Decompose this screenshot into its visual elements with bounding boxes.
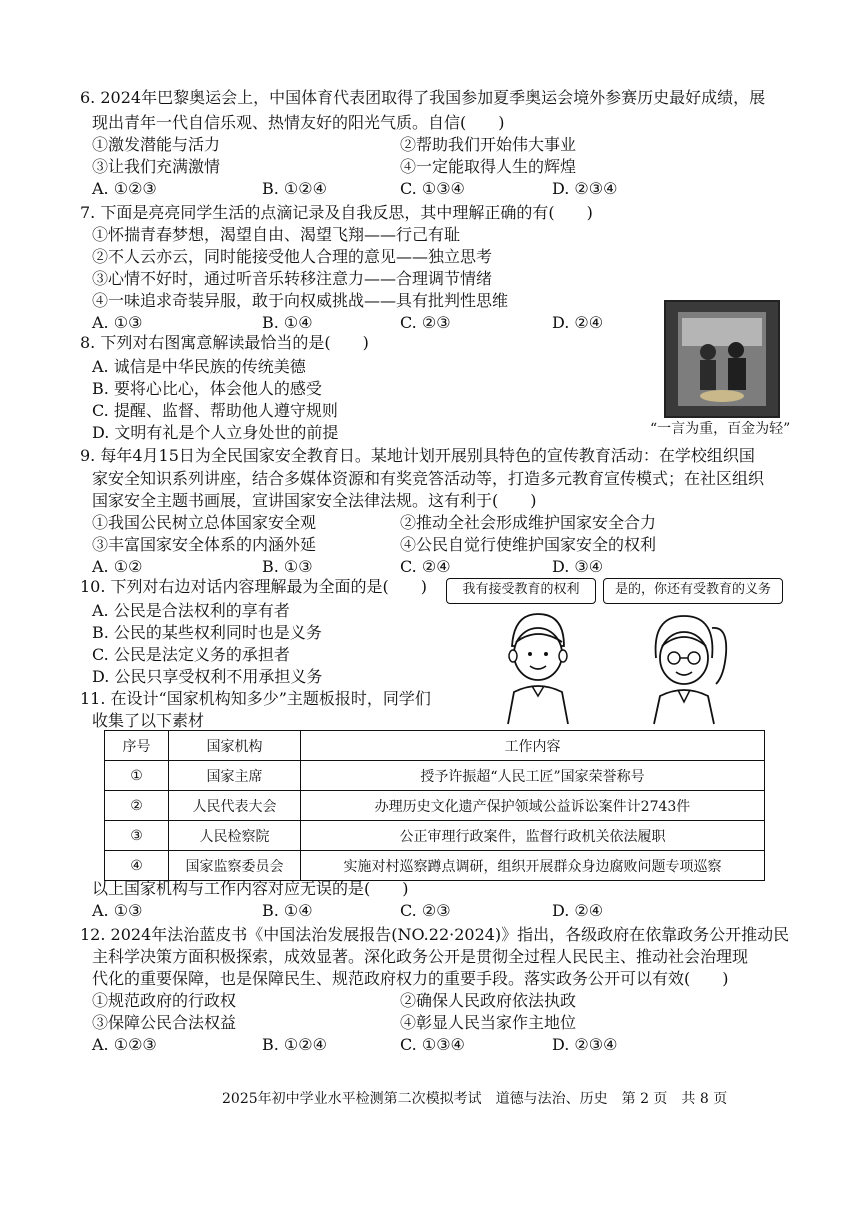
q8-option-d: D. 文明有礼是个人立身处世的前提 <box>92 423 339 442</box>
q8-illustration-caption: “一言为重，百金为轻” <box>650 421 791 437</box>
q11-option-d: D. ②④ <box>552 901 604 920</box>
q9-statement-1: ①我国公民树立总体国家安全观 <box>92 513 317 532</box>
page-footer: 2025年初中学业水平检测第二次模拟考试 道德与法治、历史 第 2 页 共 8 页 <box>222 1091 728 1107</box>
q11-stem-line2: 收集了以下素材 <box>92 711 205 730</box>
q12-statement-2: ②确保人民政府依法执政 <box>400 991 577 1010</box>
table-header-cell: 国家机构 <box>169 731 301 761</box>
q9-option-d: D. ③④ <box>552 557 604 576</box>
q7-option-a: A. ①③ <box>92 313 143 332</box>
q6-option-b: B. ①②④ <box>262 179 327 198</box>
q10-option-a: A. 公民是合法权利的享有者 <box>92 601 290 620</box>
q7-statement-3: ③心情不好时，通过听音乐转移注意力——合理调节情绪 <box>92 269 493 288</box>
girl-cartoon-icon <box>628 606 738 726</box>
table-cell: 公正审理行政案件，监督行政机关依法履职 <box>301 821 765 851</box>
table-row <box>105 851 765 881</box>
q10-stem: 10. 下列对右边对话内容理解最为全面的是( ) <box>80 577 428 596</box>
table-cell: ③ <box>105 821 169 851</box>
q7-statement-2: ②不人云亦云，同时能接受他人合理的意见——独立思考 <box>92 247 493 266</box>
q9-stem-line2: 家安全知识系列讲座，结合多媒体资源和有奖竞答活动等，打造多元教育宣传模式；在社区组织 <box>92 469 765 488</box>
q6-statement-4: ④一定能取得人生的辉煌 <box>400 157 577 176</box>
q9-stem-line3: 国家安全主题书画展，宣讲国家安全法律法规。这有利于( ) <box>92 491 537 510</box>
q11-tail: 以上国家机构与工作内容对应无误的是( ) <box>92 879 409 898</box>
q12-statement-4: ④彰显人民当家作主地位 <box>400 1013 577 1032</box>
table-header-cell: 序号 <box>105 731 169 761</box>
q6-stem-line2: 现出青年一代自信乐观、热情友好的阳光气质。自信( ) <box>92 113 505 132</box>
q9-option-c: C. ②④ <box>400 557 451 576</box>
q7-option-c: C. ②③ <box>400 313 451 332</box>
q7-option-b: B. ①④ <box>262 313 313 332</box>
table-cell: 实施对村巡察蹲点调研，组织开展群众身边腐败问题专项巡察 <box>301 851 765 881</box>
table-cell: 国家主席 <box>169 761 301 791</box>
q12-statement-1: ①规范政府的行政权 <box>92 991 237 1010</box>
q12-option-c: C. ①③④ <box>400 1035 465 1054</box>
q12-stem-line2: 主科学决策方面积极探索，成效显著。深化政务公开是贯彻全过程人民民主、推动社会治理现 <box>92 947 749 966</box>
table-row <box>105 761 765 791</box>
q8-option-a: A. 诚信是中华民族的传统美德 <box>92 357 306 376</box>
q12-option-b: B. ①②④ <box>262 1035 327 1054</box>
boy-cartoon-icon <box>486 606 586 726</box>
q10-option-c: C. 公民是法定义务的承担者 <box>92 645 290 664</box>
table-cell: 授予许振超“人民工匠”国家荣誉称号 <box>301 761 765 791</box>
q12-stem-line1: 12. 2024年法治蓝皮书《中国法治发展报告(NO.22·2024)》指出，各级政府在依靠政务公开推动民 <box>80 925 790 944</box>
q12-statement-3: ③保障公民合法权益 <box>92 1013 237 1032</box>
table-cell: 人民代表大会 <box>169 791 301 821</box>
q8-illustration-picture <box>678 312 766 406</box>
q9-statement-3: ③丰富国家安全体系的内涵外延 <box>92 535 317 554</box>
q10-speech-bubble-girl: 是的，你还有受教育的义务 <box>603 578 783 604</box>
table-cell: ④ <box>105 851 169 881</box>
q8-stem: 8. 下列对右图寓意解读最恰当的是( ) <box>80 333 369 352</box>
q10-speech-bubble-boy: 我有接受教育的权利 <box>446 578 596 604</box>
q9-option-b: B. ①③ <box>262 557 313 576</box>
q6-statement-1: ①激发潜能与活力 <box>92 135 221 154</box>
q8-option-b: B. 要将心比心，体会他人的感受 <box>92 379 322 398</box>
table-header-cell: 工作内容 <box>301 731 765 761</box>
q9-stem-line1: 9. 每年4月15日为全民国家安全教育日。某地计划开展别具特色的宣传教育活动：在学校组织国 <box>80 446 755 465</box>
q10-option-d: D. 公民只享受权利不用承担义务 <box>92 667 323 686</box>
q9-option-a: A. ①② <box>92 557 143 576</box>
q12-option-d: D. ②③④ <box>552 1035 618 1054</box>
table-cell: 办理历史文化遗产保护领域公益诉讼案件计2743件 <box>301 791 765 821</box>
q6-statement-2: ②帮助我们开始伟大事业 <box>400 135 577 154</box>
q6-stem-line1: 6. 2024年巴黎奥运会上，中国体育代表团取得了我国参加夏季奥运会境外参赛历史最好成绩，展 <box>80 88 766 107</box>
q11-option-c: C. ②③ <box>400 901 451 920</box>
q6-option-c: C. ①③④ <box>400 179 465 198</box>
q8-illustration <box>664 300 780 418</box>
q6-statement-3: ③让我们充满激情 <box>92 157 221 176</box>
q6-option-d: D. ②③④ <box>552 179 618 198</box>
table-cell: ② <box>105 791 169 821</box>
q9-statement-4: ④公民自觉行使维护国家安全的权利 <box>400 535 657 554</box>
q7-statement-1: ①怀揣青春梦想，渴望自由、渴望飞翔——行己有耻 <box>92 225 461 244</box>
table-header-row <box>105 731 765 761</box>
q11-option-a: A. ①③ <box>92 901 143 920</box>
q11-stem-line1: 11. 在设计“国家机构知多少”主题板报时，同学们 <box>80 689 431 708</box>
table-cell: 人民检察院 <box>169 821 301 851</box>
table-cell: 国家监察委员会 <box>169 851 301 881</box>
q11-option-b: B. ①④ <box>262 901 313 920</box>
table-row <box>105 791 765 821</box>
q12-stem-line3: 代化的重要保障，也是保障民生、规范政府权力的重要手段。落实政务公开可以有效( ) <box>92 969 729 988</box>
q6-option-a: A. ①②③ <box>92 179 157 198</box>
q7-stem: 7. 下面是亮亮同学生活的点滴记录及自我反思，其中理解正确的有( ) <box>80 203 593 222</box>
q7-option-d: D. ②④ <box>552 313 604 332</box>
q7-statement-4: ④一味追求奇装异服，敢于向权威挑战——具有批判性思维 <box>92 291 509 310</box>
q8-figures-icon <box>678 312 766 406</box>
table-cell: ① <box>105 761 169 791</box>
q11-material-table <box>104 730 765 881</box>
q8-option-c: C. 提醒、监督、帮助他人遵守规则 <box>92 401 338 420</box>
q12-option-a: A. ①②③ <box>92 1035 157 1054</box>
q10-option-b: B. 公民的某些权利同时也是义务 <box>92 623 322 642</box>
table-row <box>105 821 765 851</box>
q9-statement-2: ②推动全社会形成维护国家安全合力 <box>400 513 657 532</box>
